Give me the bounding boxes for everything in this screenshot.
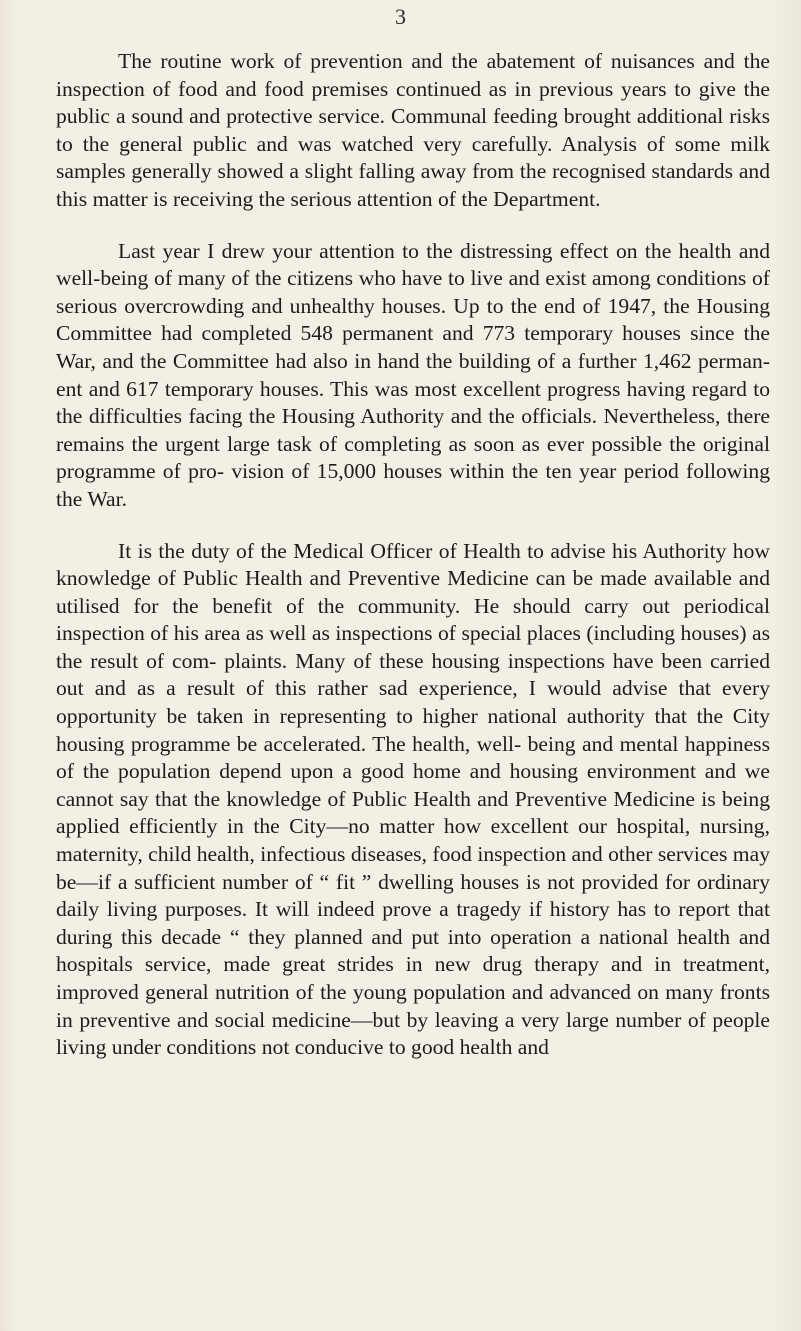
paragraph-food-inspection: The routine work of prevention and the abatement of nuisances and the inspection of food and food premises continued as in previous years to give the public a sound and protective service. Communal feeding brought additional risks to the general public and was watched very carefully. Analysis of some milk samples generally showed a slight falling away from the recognised standards and this matter is receiving the serious attention of the Department.	[56, 49, 770, 211]
paragraph-housing-progress: Last year I drew your attention to the distressing effect on the health and well-being of many of the citizens who have to live and exist among conditions of serious overcrowding and unhealthy houses. Up to the end of 1947, the Housing Committee had completed 548 permanent and 773 temporary houses since the War, and the Committee had also in hand the building of a further 1,462 perman- ent and 617 temporary houses. This was most excellent progress having regard to the difficulties facing the Housing Authority and the officials. Nevertheless, there remains the urgent large task of completing as soon as ever possible the original programme of pro- vision of 15,000 houses within the ten year period following the War.	[56, 238, 770, 511]
page-number: 3	[395, 4, 406, 29]
paragraph-medical-officer-duty: It is the duty of the Medical Officer of Health to advise his Authority how knowledge of Public Health and Preventive Medicine can be made available and utilised for the benefit of the community. He should carry out periodical inspection of his area as well as inspections of special places (including houses) as the result of com- plaints. Many of these housing inspections have been carried out and as a result of this rather sad experience, I would advise that every opportunity be taken in representing to higher national authority that the City housing programme be accelerated. The health, well- being and mental happiness of the population depend upon a good home and housing environment and we cannot say that the knowledge of Public Health and Preventive Medicine is being applied efficiently in the City—no matter how excellent our hospital, nursing, maternity, child health, infectious diseases, food inspection and other services may be—if a sufficient number of “ fit ” dwelling houses is not provided for ordinary daily living purposes. It will indeed prove a tragedy if history has to report that during this decade “ they planned and put into operation a national health and hospitals service, made great strides in new drug therapy and in treatment, improved general nutrition of the young population and advanced on many fronts in preventive and social medicine—but by leaving a very large number of people living under conditions not conducive to good health and	[56, 538, 770, 1060]
body-text	[56, 48, 770, 1086]
